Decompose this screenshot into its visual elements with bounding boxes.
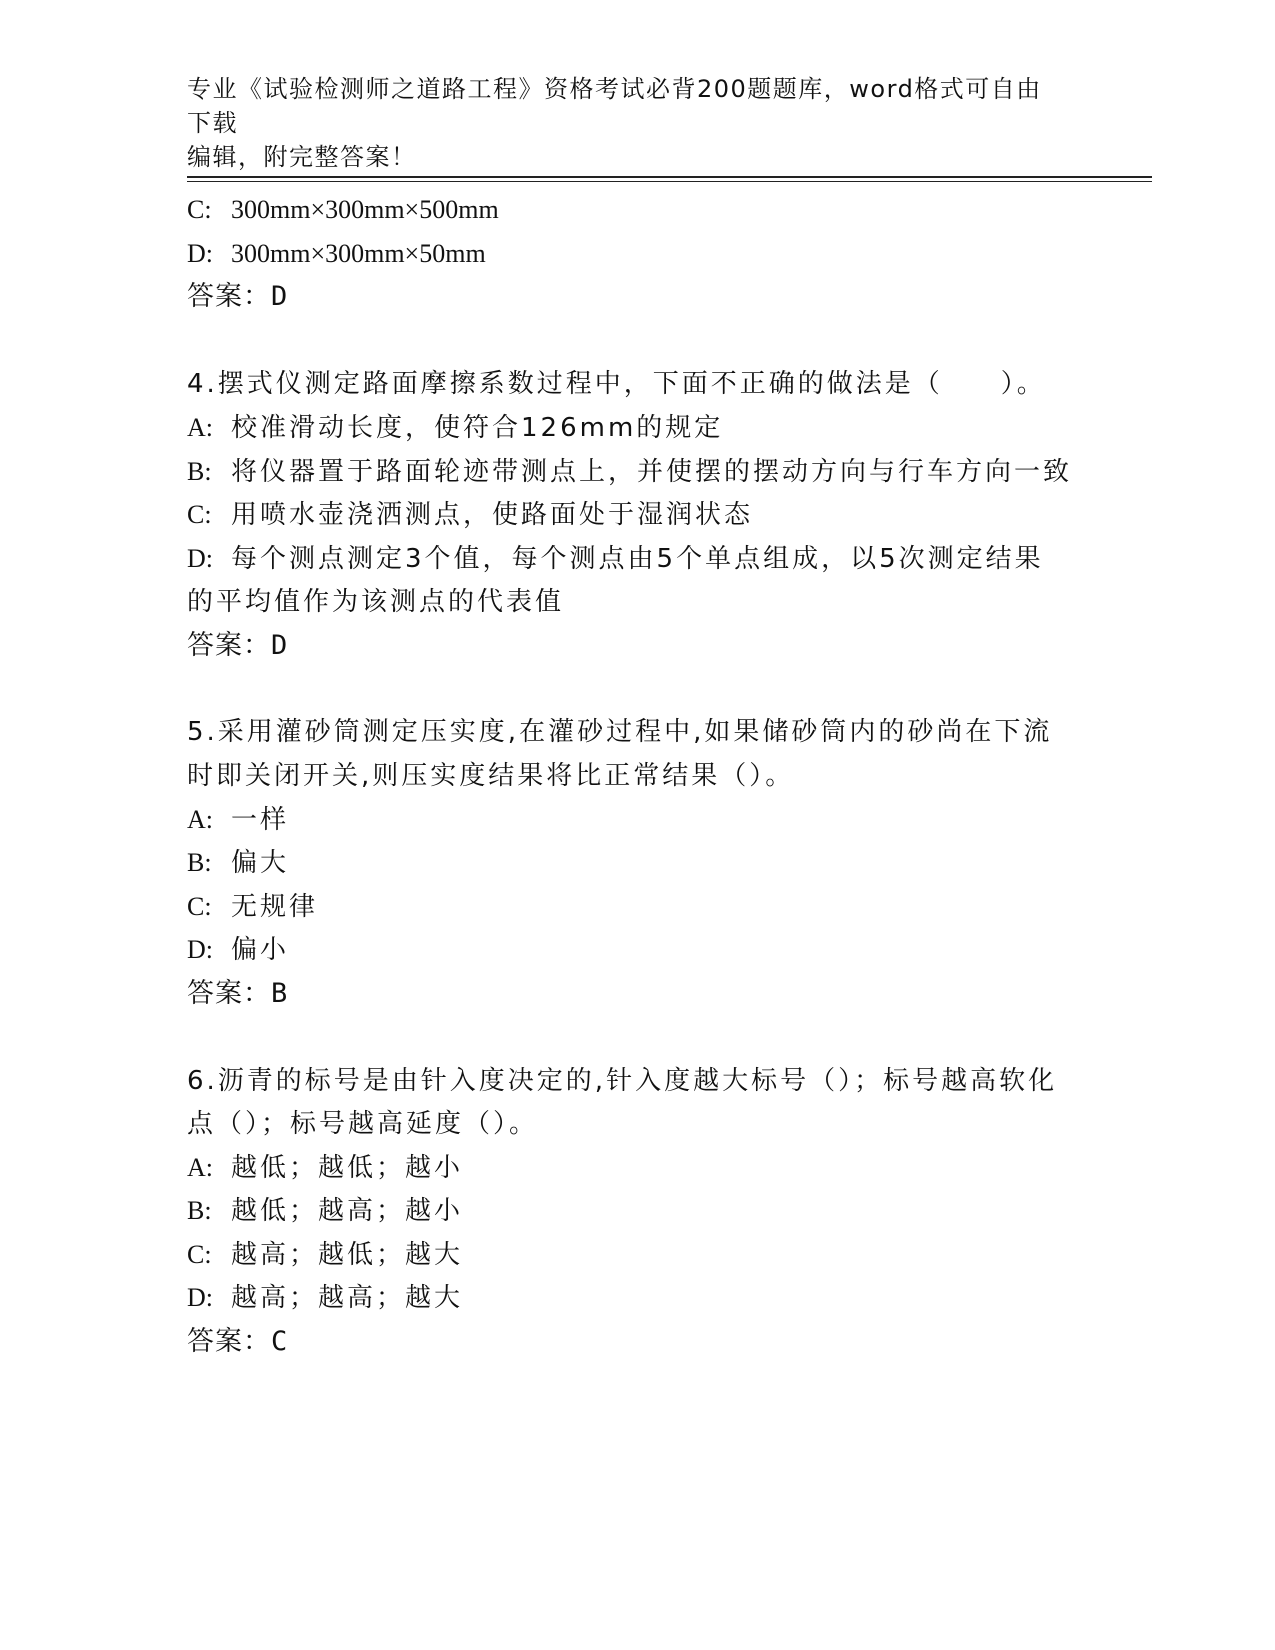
header-line-1: 专业《试验检测师之道路工程》资格考试必背200题题库，word格式可自由下载 — [187, 75, 1042, 137]
option-text: 一样 — [231, 805, 290, 835]
option-label: A: — [187, 1153, 213, 1182]
header-line-2: 编辑，附完整答案！ — [187, 143, 417, 171]
option-text: 无规律 — [231, 892, 319, 922]
q4-option-d-continued: 的平均值作为该测点的代表值 — [187, 587, 565, 617]
option-text: 偏大 — [231, 848, 290, 878]
option-text: 300mm×300mm×500mm — [231, 195, 499, 224]
option-label: A: — [187, 413, 213, 442]
option-label: B: — [187, 1196, 212, 1225]
answer-value: D — [271, 630, 289, 661]
option-text: 越低；越高；越小 — [231, 1196, 464, 1226]
q5-stem-line-2: 时即关闭开关,则压实度结果将比正常结果（）。 — [187, 761, 795, 791]
q4-answer — [187, 628, 288, 664]
option-text: 越高；越高；越大 — [231, 1283, 464, 1313]
option-text: 将仪器置于路面轮迹带测点上，并使摆的摆动方向与行车方向一致 — [231, 457, 1073, 487]
q3-option-d — [187, 236, 486, 272]
option-text: 300mm×300mm×50mm — [231, 239, 486, 268]
q5-stem-line-1: 5.采用灌砂筒测定压实度,在灌砂过程中,如果储砂筒内的砂尚在下流 — [187, 717, 1053, 747]
option-text: 越低；越低；越小 — [231, 1153, 464, 1183]
answer-value: B — [271, 978, 289, 1009]
q6-option-d — [187, 1280, 463, 1316]
q6-answer — [187, 1324, 288, 1360]
q4-option-d — [187, 541, 1044, 577]
option-label: A: — [187, 805, 213, 834]
q5-option-d — [187, 932, 289, 968]
option-label: D: — [187, 544, 213, 573]
option-label: D: — [187, 1283, 213, 1312]
option-label: D: — [187, 239, 213, 268]
header-divider — [187, 176, 1152, 182]
answer-value: D — [271, 281, 289, 312]
q4-option-c — [187, 497, 753, 533]
q5-option-c — [187, 889, 318, 925]
q5-option-a — [187, 802, 289, 838]
answer-value: C — [271, 1326, 289, 1357]
option-text: 校准滑动长度，使符合126mm的规定 — [231, 413, 724, 443]
q5-option-b — [187, 845, 289, 881]
answer-label: 答案： — [187, 281, 271, 312]
option-text: 偏小 — [231, 935, 290, 965]
option-text: 用喷水壶浇洒测点，使路面处于湿润状态 — [231, 500, 754, 530]
answer-label: 答案： — [187, 978, 271, 1009]
q6-stem-line-2: 点（）；标号越高延度（）。 — [187, 1109, 539, 1139]
q6-option-c — [187, 1237, 463, 1273]
option-label: C: — [187, 195, 212, 224]
option-label: B: — [187, 848, 212, 877]
q4-option-a — [187, 410, 723, 446]
option-label: C: — [187, 1240, 212, 1269]
answer-label: 答案： — [187, 630, 271, 661]
option-label: D: — [187, 935, 213, 964]
q6-option-b — [187, 1193, 463, 1229]
option-label: B: — [187, 457, 212, 486]
option-label: C: — [187, 500, 212, 529]
option-text: 越高；越低；越大 — [231, 1240, 464, 1270]
answer-label: 答案： — [187, 1326, 271, 1357]
option-text: 每个测点测定3个值，每个测点由5个单点组成，以5次测定结果 — [231, 544, 1044, 574]
q6-stem-line-1: 6.沥青的标号是由针入度决定的,针入度越大标号（）；标号越高软化 — [187, 1066, 1058, 1096]
q4-stem: 4.摆式仪测定路面摩擦系数过程中，下面不正确的做法是（ ）。 — [187, 369, 1046, 399]
document-header — [187, 72, 1067, 174]
option-label: C: — [187, 892, 212, 921]
q6-option-a — [187, 1150, 463, 1186]
q3-answer — [187, 279, 288, 315]
q3-option-c — [187, 192, 499, 228]
q5-answer — [187, 976, 288, 1012]
q4-option-b — [187, 454, 1072, 490]
